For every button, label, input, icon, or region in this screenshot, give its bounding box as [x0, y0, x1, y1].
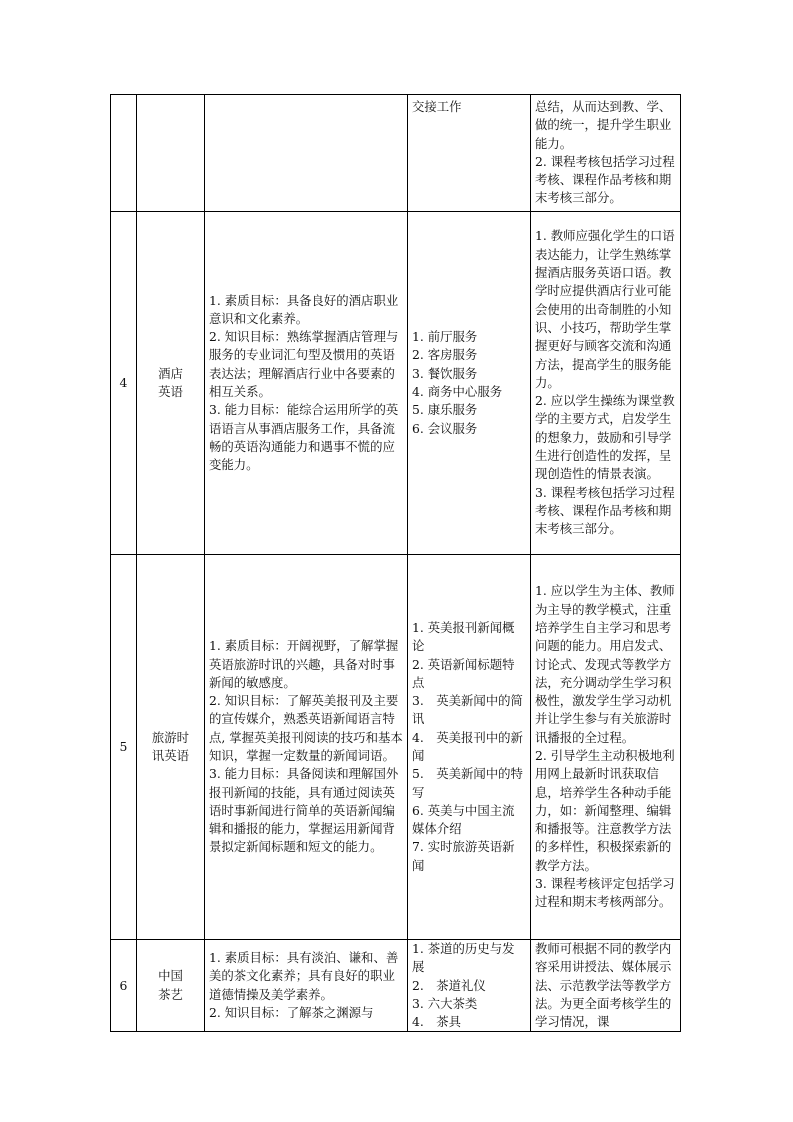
objective-item: 3. 能力目标：能综合运用所学的英语语言从事酒店服务工作，具备流畅的英语沟通能力和遇事不慌的应变能力。 [209, 402, 399, 473]
course-number: 5 [111, 555, 137, 940]
content-item: 4. 英美报刊中的新闻 [412, 729, 523, 763]
requirement-item: 2. 应以学生操练为课堂教学的主要方式，启发学生的想象力，鼓励和引导学生进行创造性的发挥，呈现创造性的情景表演。 [535, 393, 675, 482]
course-name: 旅游时 讯英语 [137, 555, 205, 940]
content-item: 5. 康乐服务 [412, 402, 478, 418]
objective-item: 1. 素质目标：开阔视野，了解掌握英语旅游时讯的兴趣，具备对时事新闻的敏感度。 [209, 638, 399, 690]
content-item: 4. 茶具 [412, 1014, 461, 1030]
requirement-item: 总结，从而达到教、学、做的统一，提升学生职业能力。 [535, 99, 672, 151]
content-item: 6. 英美与中国主流媒体介绍 [412, 802, 515, 837]
course-objectives [205, 212, 408, 555]
course-name [137, 95, 205, 212]
table-row-chinese-tea-art [111, 940, 681, 1032]
requirement-item: 3. 课程考核评定包括学习过程和期末考核两部分。 [535, 876, 675, 910]
course-content [408, 555, 531, 940]
course-requirements [531, 95, 681, 212]
content-item: 7. 实时旅游英语新闻 [412, 839, 515, 873]
content-item: 1. 前厅服务 [412, 329, 478, 345]
content-item: 2. 客房服务 [412, 347, 478, 363]
content-item: 5. 英美新闻中的特写 [412, 766, 523, 800]
course-number [111, 95, 137, 212]
requirement-item: 2. 课程考核包括学习过程考核、课程作品考核和期末考核三部分。 [535, 153, 675, 206]
objective-item: 1. 素质目标：具备良好的酒店职业意识和文化素养。 [209, 292, 399, 326]
course-number: 6 [111, 940, 137, 1032]
content-item: 3. 六大茶类 [412, 995, 478, 1011]
course-objectives [205, 555, 408, 940]
course-name: 酒店 英语 [137, 212, 205, 555]
course-requirements [531, 940, 681, 1032]
course-requirements [531, 212, 681, 555]
objective-item: 2. 知识目标：了解茶之渊源与 [209, 1005, 374, 1021]
table-row-travel-news-english [111, 555, 681, 940]
content-item: 2. 英语新闻标题特点 [412, 656, 515, 690]
requirement-item: 1. 应以学生为主体、教师为主导的教学模式，注重培养学生自主学习和思考问题的能力。用启发式、讨论式、发现式等教学方法，充分调动学生学习积极性，激发学生学习动机并让学生参与有关旅游时讯播报的全过程。 [535, 583, 675, 745]
objective-item: 2. 知识目标：熟练掌握酒店管理与服务的专业词汇句型及惯用的英语表达法；理解酒店行业中各要素的相互关系。 [209, 329, 399, 399]
course-number: 4 [111, 212, 137, 555]
content-item: 3. 英美新闻中的简讯 [412, 693, 523, 727]
requirement-item: 教师可根据不同的教学内容采用讲授法、媒体展示法、示范教学法等教学方法。为更全面考核学生的学习情况，课 [535, 941, 672, 1030]
course-content [408, 940, 531, 1032]
course-objectives [205, 940, 408, 1032]
course-content [408, 95, 531, 212]
course-requirements [531, 555, 681, 940]
objective-item: 3. 能力目标：具备阅读和理解国外报刊新闻的技能，具有通过阅读英语时事新闻进行简单的英语新闻编辑和播报的能力，掌握运用新闻背景拟定新闻标题和短文的能力。 [209, 766, 399, 855]
content-item: 1. 茶道的历史与发展 [412, 941, 515, 975]
content-item: 4. 商务中心服务 [412, 384, 503, 399]
course-table [110, 94, 681, 1032]
requirement-item: 3. 课程考核包括学习过程考核、课程作品考核和期末考核三部分。 [535, 484, 675, 537]
content-item: 1. 英美报刊新闻概论 [412, 619, 515, 654]
requirement-item: 2. 引导学生主动积极地利用网上最新时讯获取信息，培养学生各种动手能力，如：新闻整理、编辑和播报等。注意教学方法的多样性，积极探索新的教学方法。 [535, 748, 675, 873]
content-item: 交接工作 [412, 99, 462, 114]
course-name: 中国 茶艺 [137, 940, 205, 1032]
course-objectives [205, 95, 408, 212]
requirement-item: 1. 教师应强化学生的口语表达能力，让学生熟练掌握酒店服务英语口语。教学时应提供酒店行业可能会使用的出奇制胜的小知识、小技巧，帮助学生掌握更好与顾客交流和沟通方法，提高学生的服务能力。 [535, 228, 675, 390]
table-row-continued [111, 95, 681, 212]
content-item: 6. 会议服务 [412, 420, 478, 436]
course-content [408, 212, 531, 555]
objective-item: 2. 知识目标：了解英美报刊及主要的宣传媒介，熟悉英语新闻语言特点, 掌握英美报刊阅读的技巧和基本知识，掌握一定数量的新闻词语。 [209, 693, 403, 763]
content-item: 2. 茶道礼仪 [412, 977, 486, 993]
table-row-hotel-english [111, 212, 681, 555]
objective-item: 1. 素质目标：具有淡泊、谦和、善美的茶文化素养；具有良好的职业道德情操及美学素养。 [209, 950, 399, 1002]
content-item: 3. 餐饮服务 [412, 365, 478, 381]
